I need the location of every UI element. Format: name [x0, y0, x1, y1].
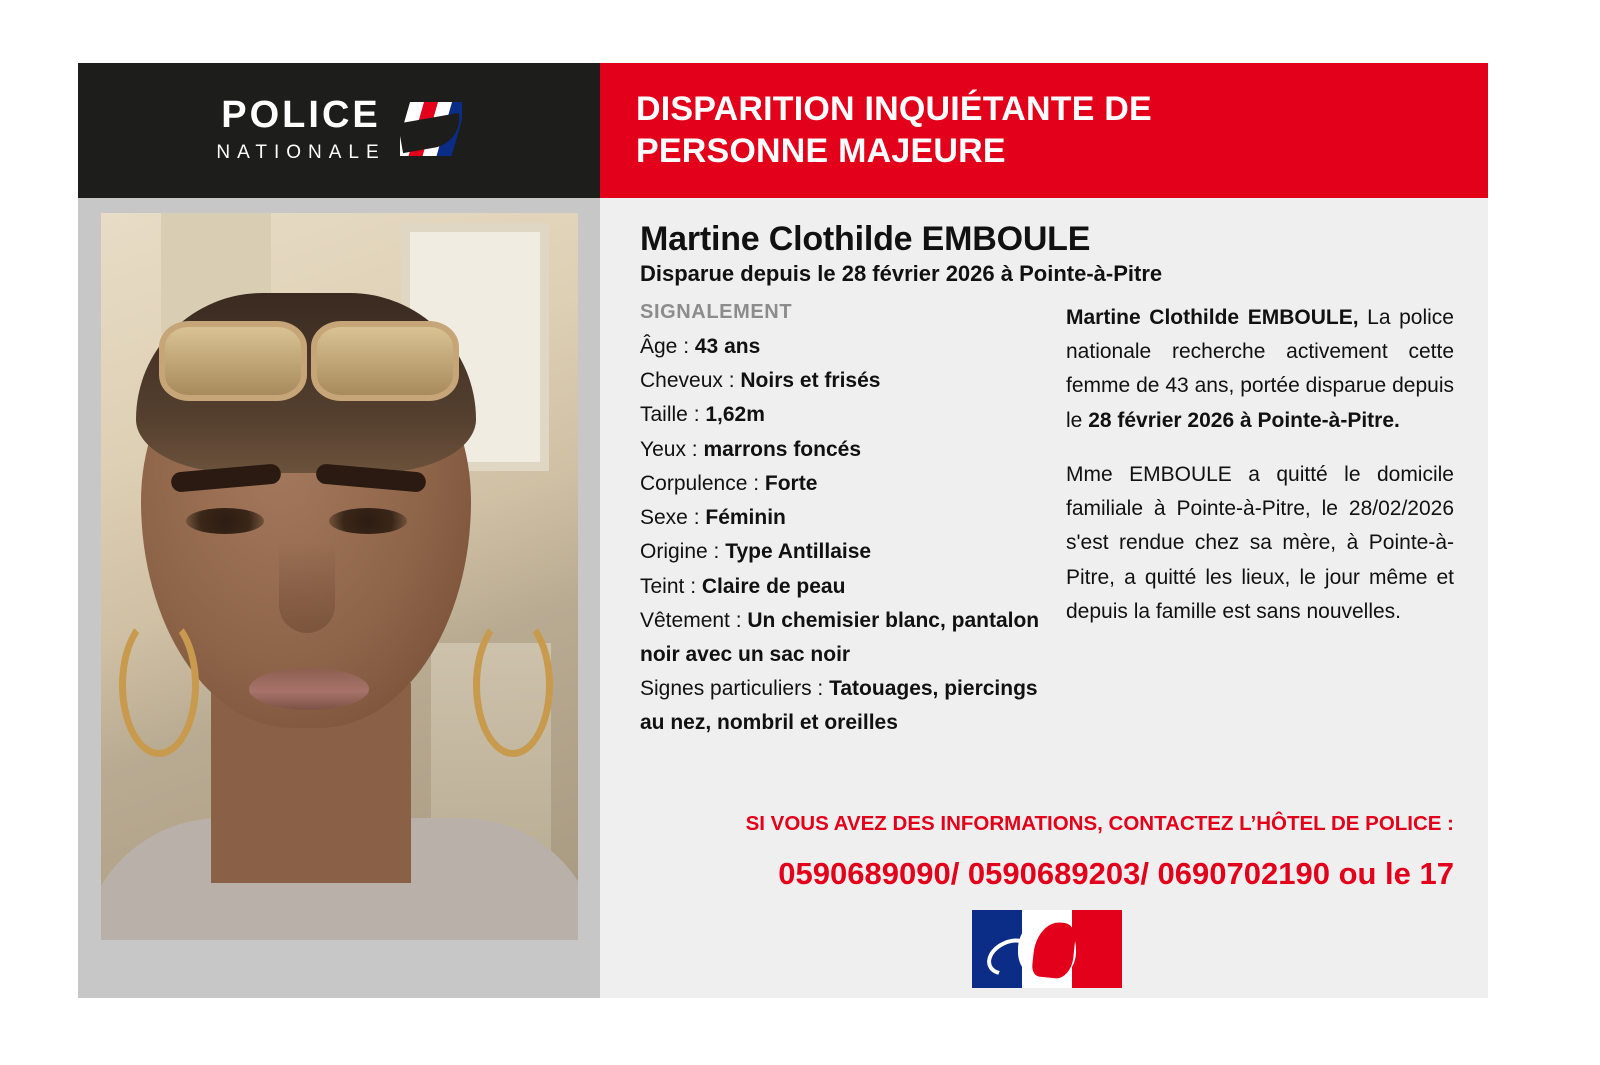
signalement-value-vetement: Un chemisier blanc, pantalon noir avec un sac noir [640, 608, 1040, 666]
narrative-lead-name: Martine Clothilde EMBOULE, [1066, 306, 1359, 329]
signalement-key-corpulence: Corpulence : [640, 471, 765, 495]
signalement-item-vetement [640, 604, 1040, 672]
signalement-item-yeux [640, 433, 1040, 467]
poster-title: DISPARITION INQUIÉTANTE DE PERSONNE MAJEURE [636, 90, 1152, 170]
signalement-item-origine [640, 535, 1040, 569]
signalement-key-vetement: Vêtement : [640, 608, 748, 632]
signalement-value-age: 43 ans [694, 335, 761, 358]
information-column [600, 198, 1488, 998]
signalement-key-cheveux: Cheveux : [640, 369, 741, 393]
signalement-key-yeux: Yeux : [640, 437, 704, 461]
narrative-paragraph-2: Mme EMBOULE a quitté le domicile familiale à Pointe-à-Pitre, le 28/02/2026 s'est rendue chez sa mère, à Pointe-à-Pitre, a quitté les lieux, le jour même et depuis la famille est sans nouvelles. [1066, 462, 1454, 623]
poster-header [78, 63, 1488, 198]
narrative-text [1066, 301, 1454, 629]
signalement-item-signes-particuliers [640, 672, 1040, 740]
signalement-value-taille: 1,62m [705, 403, 765, 427]
police-logo [216, 93, 461, 163]
signalement-key-taille: Taille : [640, 403, 706, 427]
poster-title-banner [600, 63, 1488, 198]
french-flag-swoosh-icon [400, 102, 462, 156]
missing-person-photo [101, 213, 578, 940]
signalement-item-cheveux [640, 364, 1040, 398]
signalement-key-sexe: Sexe : [640, 506, 706, 530]
footer-emblem-area [640, 910, 1454, 998]
signalement-value-signes-particuliers: Tatouages, piercings au nez, nombril et oreilles [640, 677, 1038, 735]
photo-column [78, 198, 600, 998]
signalement-item-teint [640, 570, 1040, 604]
missing-person-poster [78, 63, 1488, 998]
signalement-item-corpulence [640, 467, 1040, 501]
missing-since-line: Disparue depuis le 28 février 2026 à Pointe-à-Pitre [640, 261, 1163, 286]
contact-call-to-action: SI VOUS AVEZ DES INFORMATIONS, CONTACTEZ L’HÔTEL DE POLICE : [745, 812, 1454, 835]
narrative-paragraph-1-text: La police nationale recherche activement cette femme de 43 ans, portée disparue depuis le [1066, 306, 1454, 432]
signalement-value-teint: Claire de peau [701, 574, 846, 598]
police-nationale-logo-block [78, 63, 600, 198]
person-name: Martine Clothilde EMBOULE [640, 220, 1091, 258]
marianne-french-republic-icon [972, 910, 1122, 988]
signalement-value-yeux: marrons foncés [703, 437, 862, 461]
signalement-key-origine: Origine : [640, 540, 726, 564]
signalement-label: SIGNALEMENT [640, 301, 793, 323]
signalement-value-corpulence: Forte [764, 471, 818, 495]
police-logo-sub-text: NATIONALE [216, 141, 386, 163]
signalement-value-sexe: Féminin [705, 506, 786, 530]
narrative-paragraph-1 [1066, 301, 1454, 438]
signalement-value-origine: Type Antillaise [725, 540, 872, 564]
poster-body [78, 198, 1488, 998]
police-logo-main-text: POLICE [221, 93, 381, 136]
signalement-key-age: Âge : [640, 335, 695, 358]
signalement-item-age [640, 330, 1040, 364]
signalement-key-teint: Teint : [640, 574, 702, 598]
signalement-column [640, 301, 1040, 810]
contact-phone-numbers[interactable]: 0590689090/ 0590689203/ 0690702190 ou le 17 [778, 856, 1454, 891]
signalement-item-taille [640, 398, 1040, 432]
details-columns [640, 301, 1454, 810]
signalement-value-cheveux: Noirs et frisés [740, 369, 881, 393]
signalement-item-sexe [640, 501, 1040, 535]
police-logo-wordmark [216, 93, 386, 163]
signalement-key-signes-particuliers: Signes particuliers : [640, 677, 830, 701]
narrative-paragraph-1-bold: 28 février 2026 à Pointe-à-Pitre. [1088, 408, 1400, 432]
narrative-column [1066, 301, 1454, 810]
